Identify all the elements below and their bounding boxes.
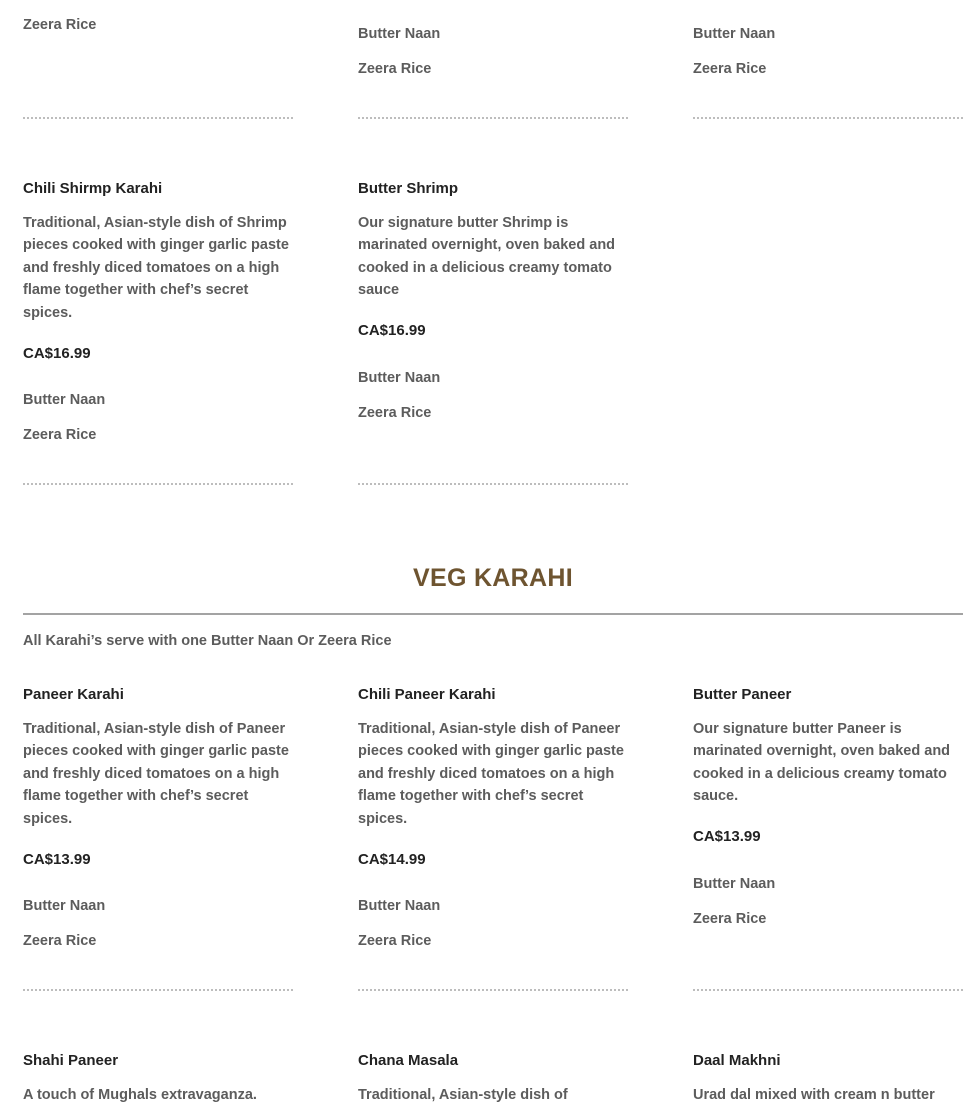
section-divider (23, 613, 963, 615)
item-divider (693, 989, 963, 994)
menu-item-name: Butter Paneer (693, 686, 792, 703)
option-zeera-rice[interactable]: Zeera Rice (358, 405, 432, 421)
item-divider (358, 117, 628, 122)
option-zeera-rice[interactable]: Zeera Rice (23, 17, 97, 33)
option-butter-naan[interactable]: Butter Naan (693, 26, 776, 42)
item-divider (358, 483, 628, 488)
item-divider (23, 483, 293, 488)
option-butter-naan[interactable]: Butter Naan (23, 392, 106, 408)
menu-item-description: Traditional, Asian-style dish of Paneer pieces cooked with ginger garlic paste and freshly diced tomatoes on a high flame together with chef’s secret spices. (23, 721, 289, 827)
menu-item-price: CA$13.99 (693, 828, 761, 845)
option-zeera-rice[interactable]: Zeera Rice (693, 61, 767, 77)
menu-item-description: Traditional, Asian-style dish of Paneer pieces cooked with ginger garlic paste and freshly diced tomatoes on a high flame together with chef’s secret spices. (358, 721, 624, 827)
menu-item-description: Our signature butter Paneer is marinated overnight, oven baked and cooked in a delicious creamy tomato sauce. (693, 721, 951, 805)
menu-item-description: Our signature butter Shrimp is marinated overnight, oven baked and cooked in a delicious creamy tomato sauce (358, 215, 616, 299)
option-butter-naan[interactable]: Butter Naan (358, 26, 441, 42)
item-divider (358, 989, 628, 994)
menu-item-price: CA$13.99 (23, 851, 91, 868)
menu-item-price: CA$16.99 (23, 345, 91, 362)
option-zeera-rice[interactable]: Zeera Rice (23, 427, 97, 443)
option-butter-naan[interactable]: Butter Naan (358, 370, 441, 386)
option-zeera-rice[interactable]: Zeera Rice (23, 933, 97, 949)
menu-item-price: CA$16.99 (358, 322, 426, 339)
menu-item-name: Chili Shirmp Karahi (23, 180, 163, 197)
option-butter-naan[interactable]: Butter Naan (23, 898, 106, 914)
option-zeera-rice[interactable]: Zeera Rice (693, 911, 767, 927)
item-divider (693, 117, 963, 122)
menu-item-name: Chana Masala (358, 1052, 459, 1069)
section-title: VEG KARAHI (413, 564, 573, 592)
section-note: All Karahi’s serve with one Butter Naan Or Zeera Rice (23, 633, 392, 649)
menu-item-description: Traditional, Asian-style dish of (358, 1087, 568, 1103)
menu-item-description: Urad dal mixed with cream n butter (693, 1087, 935, 1103)
item-divider (23, 117, 293, 122)
menu-item-name: Butter Shrimp (358, 180, 459, 197)
menu-item-name: Paneer Karahi (23, 686, 124, 703)
option-butter-naan[interactable]: Butter Naan (358, 898, 441, 914)
menu-item-description: A touch of Mughals extravaganza. (23, 1087, 257, 1103)
option-zeera-rice[interactable]: Zeera Rice (358, 933, 432, 949)
menu-item-name: Shahi Paneer (23, 1052, 119, 1069)
menu-item-price: CA$14.99 (358, 851, 426, 868)
option-butter-naan[interactable]: Butter Naan (693, 876, 776, 892)
menu-item-name: Daal Makhni (693, 1052, 781, 1069)
option-zeera-rice[interactable]: Zeera Rice (358, 61, 432, 77)
menu-item-name: Chili Paneer Karahi (358, 686, 496, 703)
item-divider (23, 989, 293, 994)
menu-item-description: Traditional, Asian-style dish of Shrimp pieces cooked with ginger garlic paste and freshly diced tomatoes on a high flame together with chef’s secret spices. (23, 215, 289, 321)
